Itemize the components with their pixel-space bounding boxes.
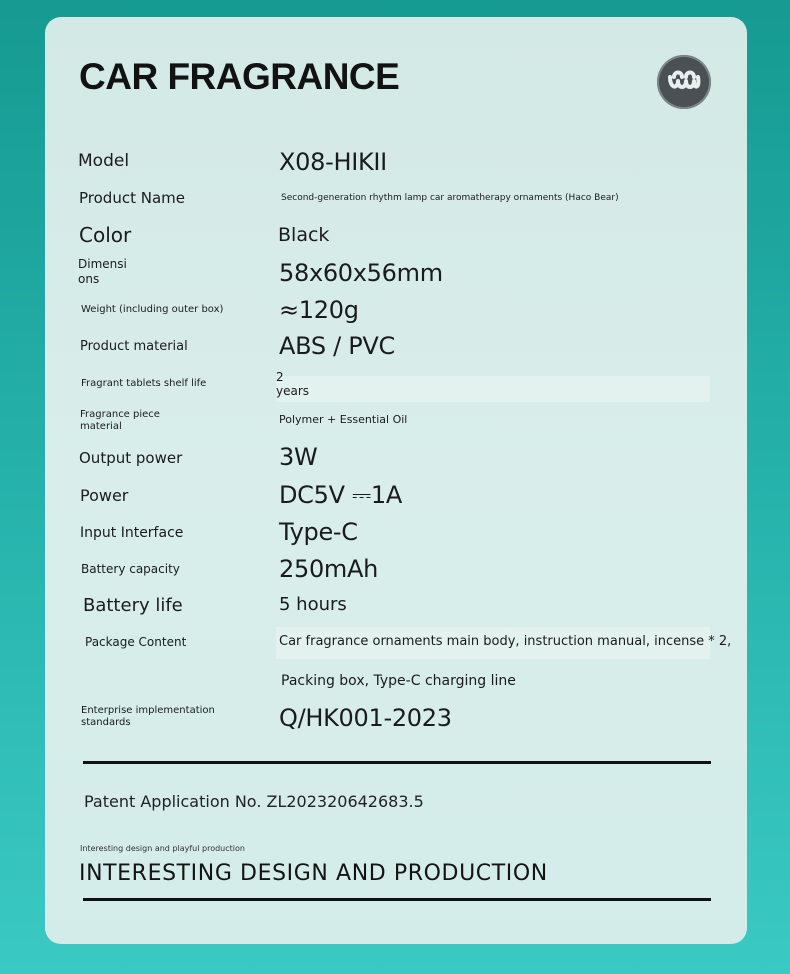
- spec-value-package-content: Car fragrance ornaments main body, instruction manual, incense * 2,: [279, 634, 732, 649]
- footer-caption: Interesting design and playful production: [80, 844, 245, 853]
- divider: [83, 761, 711, 764]
- spec-value-color: Black: [278, 224, 330, 246]
- spec-label-input-interface: Input Interface: [80, 525, 184, 541]
- spec-value-battery-life: 5 hours: [279, 594, 347, 615]
- spec-value-power: DC5V ⎓1A: [279, 481, 402, 509]
- row-highlight: [276, 376, 710, 402]
- spec-value-battery-capacity: 250mAh: [279, 555, 379, 583]
- spec-label-dimensions: Dimensi ons: [78, 257, 127, 286]
- spec-value-shelf-life: 2 years: [276, 370, 310, 398]
- spec-label-standards: Enterprise implementation standards: [81, 705, 215, 728]
- spec-label-package-content: Package Content: [85, 635, 187, 649]
- brand-logo-icon: [657, 55, 711, 109]
- spec-value-dimensions: 58x60x56mm: [279, 259, 443, 287]
- patent-number: Patent Application No. ZL202320642683.5: [84, 792, 424, 811]
- spec-label-weight: Weight (including outer box): [81, 304, 224, 315]
- spec-label-output-power: Output power: [79, 449, 183, 467]
- spec-value-weight: ≈120g: [279, 296, 359, 324]
- page-title: CAR FRAGRANCE: [79, 56, 400, 97]
- spec-value-input-interface: Type-C: [279, 518, 358, 546]
- spec-label-model: Model: [78, 151, 130, 171]
- spec-label-power: Power: [80, 486, 129, 505]
- spec-value-standards: Q/HK001-2023: [279, 704, 452, 732]
- spec-value-output-power: 3W: [279, 443, 318, 471]
- spec-label-battery-life: Battery life: [83, 595, 183, 616]
- spec-value-material: ABS / PVC: [279, 332, 395, 360]
- spec-label-material: Product material: [80, 339, 188, 354]
- spec-label-fragrance-material: Fragrance piece material: [80, 409, 160, 432]
- spec-value-fragrance-material: Polymer + Essential Oil: [279, 413, 408, 426]
- spec-label-product-name: Product Name: [79, 189, 185, 207]
- spec-label-shelf-life: Fragrant tablets shelf life: [81, 378, 207, 389]
- spec-value-model: X08-HIKII: [279, 148, 387, 176]
- footer-title: INTERESTING DESIGN AND PRODUCTION: [79, 861, 548, 886]
- spec-label-battery-capacity: Battery capacity: [81, 562, 180, 576]
- spec-label-color: Color: [79, 223, 132, 247]
- spec-value-package-content-cont: Packing box, Type-C charging line: [281, 673, 516, 689]
- spec-value-product-name: Second-generation rhythm lamp car aromatherapy ornaments (Haco Bear): [281, 193, 619, 203]
- divider: [83, 898, 711, 901]
